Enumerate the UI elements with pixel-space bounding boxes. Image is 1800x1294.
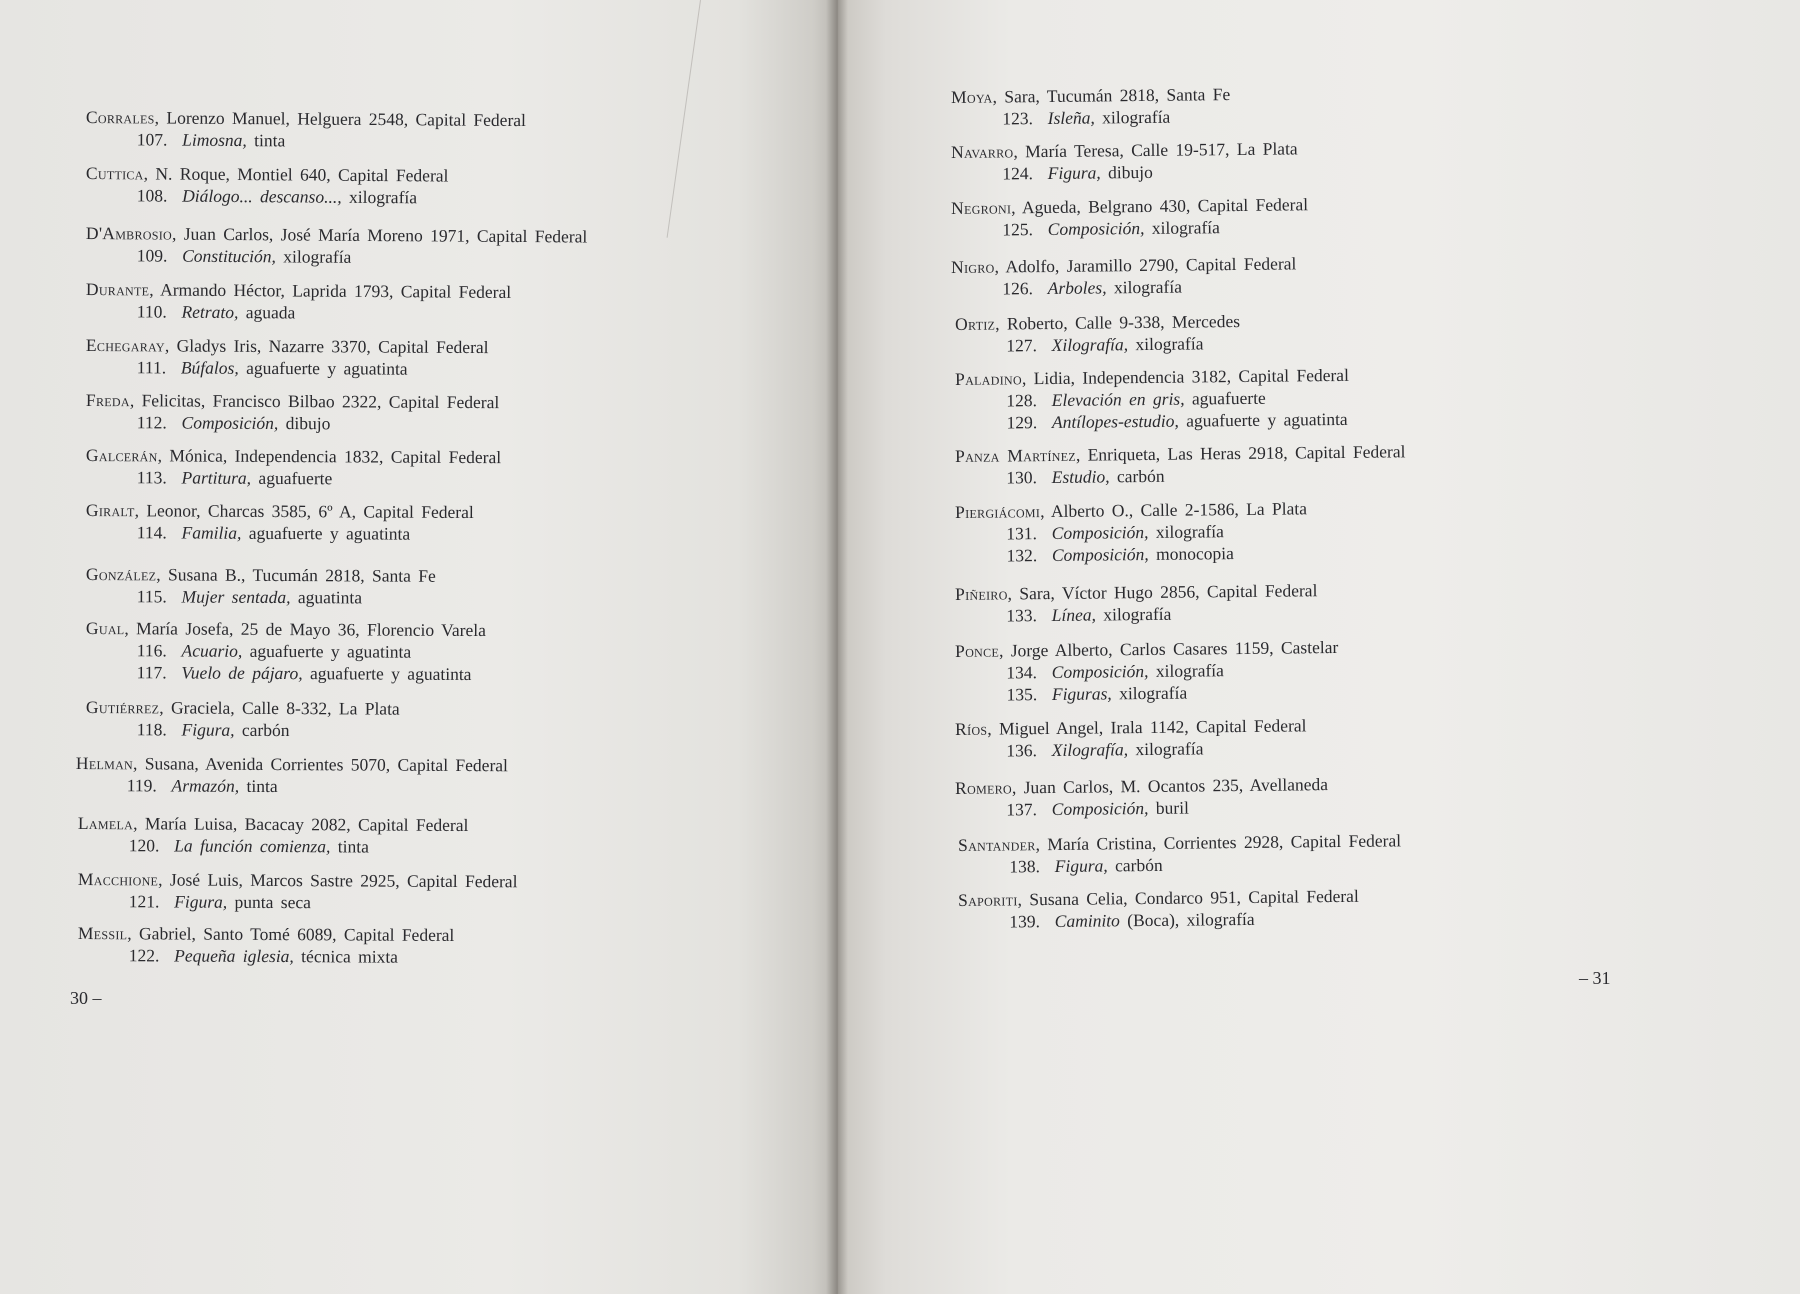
artwork-title: Figura, [1054, 855, 1108, 876]
artwork-number: 135. [1006, 684, 1038, 705]
artwork-medium: xilografía [1111, 682, 1188, 704]
catalog-entry [78, 812, 469, 858]
artist-details: , Graciela, Calle 8-332, La Plata [159, 697, 400, 719]
artist-surname: Giralt [85, 500, 135, 521]
artist-details: , Mónica, Independencia 1832, Capital Federal [157, 445, 502, 468]
artwork-number: 118. [136, 719, 167, 740]
artwork-medium: xilografía [1148, 521, 1224, 542]
catalog-entry [955, 773, 1328, 821]
artist-line [951, 193, 1308, 219]
artwork-medium: carbón [1109, 465, 1165, 487]
artwork-number: 107. [136, 129, 168, 150]
artwork-number: 137. [1006, 799, 1038, 820]
artist-line [76, 752, 508, 776]
artist-details: , Miguel Angel, Irala 1142, Capital Federal [987, 715, 1307, 739]
artist-surname: Nigro [951, 256, 995, 277]
artist-details: , María Josefa, 25 de Mayo 36, Florencio Varela [124, 618, 486, 641]
artist-line [955, 714, 1307, 740]
artwork-title: Familia, [181, 522, 242, 543]
catalog-entry [951, 193, 1308, 241]
artwork-title: Limosna, [182, 129, 247, 151]
artwork-number: 123. [1002, 108, 1034, 129]
catalog-entry [86, 563, 436, 609]
artist-details: , María Cristina, Corrientes 2928, Capital Federal [1035, 830, 1402, 855]
artwork-number: 126. [1002, 278, 1034, 299]
artist-details: , Juan Carlos, José María Moreno 1971, Capital Federal [171, 223, 588, 247]
artwork-line [86, 585, 436, 609]
artwork-number: 119. [126, 775, 157, 796]
artwork-line [86, 639, 486, 663]
artwork-line [86, 184, 449, 209]
artwork-line [951, 159, 1298, 185]
catalog-entry [951, 137, 1298, 185]
artwork-number: 117. [136, 662, 167, 683]
artwork-number: 139. [1009, 911, 1041, 932]
artist-surname: Ríos [955, 718, 988, 739]
catalog-entry [955, 579, 1318, 627]
artwork-line [78, 944, 455, 968]
artist-line [951, 252, 1296, 278]
artwork-number: 131. [1006, 523, 1038, 544]
artist-line [955, 310, 1240, 335]
artwork-line [955, 601, 1317, 627]
artist-line [955, 773, 1328, 799]
artwork-line [951, 215, 1308, 241]
artwork-medium: tinta [239, 775, 278, 797]
artwork-title: Composición, [1051, 660, 1149, 682]
artwork-line [86, 521, 474, 545]
artist-details: , Agueda, Belgrano 430, Capital Federal [1011, 194, 1309, 218]
catalog-entry [951, 83, 1231, 130]
artwork-line [86, 356, 489, 380]
artwork-title: Xilografía, [1051, 739, 1129, 760]
artwork-line [86, 661, 486, 685]
artwork-line [955, 541, 1307, 567]
artwork-line [958, 907, 1359, 933]
artwork-medium: tinta [246, 130, 286, 151]
artist-line [958, 829, 1401, 856]
catalog-entry [955, 714, 1307, 762]
artwork-title: Figuras, [1051, 683, 1112, 704]
artwork-line [78, 890, 518, 914]
artist-line [78, 868, 518, 892]
artist-surname: Romero [955, 777, 1013, 798]
artwork-medium: xilografía [1095, 603, 1172, 625]
artwork-line [86, 300, 511, 325]
artwork-title: Arboles, [1047, 277, 1107, 298]
artwork-medium: aguafuerte y aguatinta [1178, 408, 1348, 431]
artist-surname: Durante [85, 278, 150, 300]
artwork-title: Elevación en gris, [1051, 388, 1185, 410]
artist-surname: Freda [85, 390, 130, 411]
artist-details: , Adolfo, Jaramillo 2790, Capital Federal [994, 253, 1297, 277]
artist-surname: Negroni [951, 197, 1012, 218]
artist-surname: Galcerán [85, 445, 158, 466]
artwork-line [86, 411, 499, 435]
artwork-medium: dibujo [278, 413, 331, 434]
catalog-entry [86, 444, 501, 490]
artist-surname: Ponce [955, 640, 1000, 661]
artwork-title: La función comienza, [174, 835, 331, 857]
artwork-medium: xilografía [1127, 333, 1204, 355]
artist-details: , Armando Héctor, Laprida 1793, Capital Federal [149, 279, 512, 302]
artist-surname: Ortiz [955, 313, 996, 334]
artwork-title: Figura, [174, 891, 228, 912]
artwork-line [958, 851, 1401, 878]
artwork-line [955, 462, 1406, 489]
artwork-medium: monocopia [1148, 543, 1234, 564]
artwork-title: Figura, [1047, 162, 1101, 183]
artist-details: , Jorge Alberto, Carlos Casares 1159, Castelar [998, 636, 1339, 661]
artwork-number: 111. [136, 357, 167, 378]
artwork-medium: xilografía [275, 246, 352, 267]
artwork-number: 115. [136, 586, 167, 607]
artwork-number: 128. [1006, 390, 1038, 411]
catalog-entry [951, 252, 1297, 300]
artwork-line [86, 128, 526, 153]
artist-surname: Macchione [77, 869, 159, 890]
artwork-number: 124. [1002, 163, 1034, 184]
artist-line [951, 83, 1230, 108]
catalog-entry [86, 389, 500, 435]
artist-line [955, 636, 1338, 662]
artist-line [955, 579, 1317, 605]
artist-line [958, 885, 1359, 911]
page-crease [667, 0, 703, 238]
artist-surname: D'Ambrosio [85, 222, 173, 244]
page-number-right: – 31 [1579, 968, 1611, 988]
artwork-title: Composición, [1051, 521, 1149, 543]
artwork-title: Búfalos, [180, 357, 239, 378]
artwork-title: Línea, [1051, 604, 1097, 625]
artwork-title: Pequeña iglesia, [174, 945, 294, 967]
artwork-title: Antílopes-estudio, [1051, 410, 1179, 432]
artist-surname: Saporiti [958, 889, 1018, 910]
artist-surname: Moya [951, 86, 993, 107]
artist-details: , Lidia, Independencia 3182, Capital Federal [1021, 364, 1349, 389]
catalog-entry [955, 497, 1308, 567]
artwork-medium: xilografía [341, 186, 418, 208]
artwork-title: Acuario, [181, 640, 243, 661]
left-page [0, 0, 838, 1294]
artwork-medium: técnica mixta [293, 946, 399, 967]
artwork-medium: aguafuerte y aguatinta [238, 357, 408, 379]
artist-line [78, 922, 455, 946]
catalog-entry [958, 885, 1359, 933]
artwork-line [951, 105, 1230, 130]
artist-details: , Roberto, Calle 9-338, Mercedes [995, 311, 1241, 334]
artist-line [86, 389, 499, 413]
catalog-entry [86, 499, 474, 545]
artist-surname: González [85, 564, 157, 585]
catalog-entry [955, 440, 1406, 489]
page-number-left: 30 – [70, 988, 102, 1008]
artwork-number: 130. [1006, 467, 1038, 488]
book-gutter [826, 0, 848, 1294]
catalog-entry [86, 278, 512, 325]
artist-details: , Gladys Iris, Nazarre 3370, Capital Federal [164, 335, 489, 358]
artist-line [86, 499, 474, 523]
artwork-number: 121. [128, 891, 160, 912]
artist-line [86, 617, 486, 641]
artist-surname: Cuttica [85, 162, 144, 184]
artwork-number: 132. [1006, 545, 1038, 566]
artist-surname: Corrales [85, 106, 155, 128]
artwork-medium: xilografía [1127, 738, 1204, 760]
artwork-medium: aguatinta [290, 587, 363, 608]
artwork-medium: aguafuerte [1184, 387, 1266, 409]
artwork-title: Isleña, [1047, 107, 1095, 128]
artist-details: , Susana B., Tucumán 2818, Santa Fe [156, 564, 436, 586]
artist-surname: Panza Martínez [955, 444, 1077, 466]
artwork-medium: aguafuerte y aguatinta [242, 640, 412, 662]
catalog-entry [86, 617, 486, 685]
artwork-line [955, 408, 1349, 434]
artist-line [78, 812, 469, 836]
artist-surname: Helman [75, 753, 134, 774]
artwork-number: 114. [136, 522, 167, 543]
artwork-line [76, 774, 508, 798]
artist-surname: Piergiácomi [955, 501, 1041, 522]
artwork-medium: aguafuerte y aguatinta [241, 522, 411, 544]
artist-surname: Gutiérrez [85, 697, 160, 718]
artwork-medium: carbón [234, 719, 290, 741]
artist-surname: Echegaray [85, 335, 165, 356]
artwork-title: Mujer sentada, [181, 586, 291, 608]
artist-line [955, 364, 1349, 390]
artwork-medium: dibujo [1100, 161, 1153, 183]
artist-details: , María Teresa, Calle 19-517, La Plata [1013, 138, 1298, 162]
artist-surname: Lamela [77, 813, 134, 834]
artwork-medium: aguada [238, 302, 296, 323]
artwork-number: 134. [1006, 662, 1038, 683]
artwork-title: Partitura, [181, 467, 252, 488]
catalog-entry [86, 696, 400, 742]
artist-details: , Felicitas, Francisco Bilbao 2322, Capital Federal [129, 390, 500, 413]
artist-line [86, 444, 501, 468]
artist-details: , Gabriel, Santo Tomé 6089, Capital Federal [127, 923, 455, 945]
catalog-entry [78, 922, 455, 968]
artwork-line [86, 244, 588, 269]
artist-surname: Messil [77, 923, 128, 944]
artwork-medium: aguafuerte y aguatinta [302, 663, 472, 685]
catalog-entry [86, 106, 526, 153]
artist-surname: Piñeiro [955, 583, 1008, 604]
artist-line [86, 696, 400, 720]
artwork-title: Constitución, [182, 245, 277, 267]
catalog-entry [78, 868, 518, 914]
artwork-title: Retrato, [181, 301, 239, 323]
artwork-number: 110. [136, 301, 167, 322]
catalog-entry [958, 829, 1401, 878]
artwork-line [78, 834, 469, 858]
artwork-line [86, 466, 501, 490]
artwork-number: 122. [128, 945, 160, 966]
catalog-entry [86, 162, 449, 209]
artwork-line [951, 274, 1296, 300]
artist-line [86, 162, 449, 187]
artist-details: , Leonor, Charcas 3585, 6º A, Capital Federal [134, 500, 474, 523]
artwork-line [955, 332, 1240, 357]
artist-surname: Navarro [951, 141, 1014, 162]
artist-line [86, 278, 511, 303]
artwork-title: Vuelo de pájaro, [181, 662, 303, 684]
artwork-medium: (Boca), xilografía [1119, 908, 1255, 931]
artwork-line [955, 736, 1307, 762]
artwork-medium: xilografía [1106, 276, 1183, 298]
artwork-medium: punta seca [227, 891, 312, 913]
artist-details: , Lorenzo Manuel, Helguera 2548, Capital Federal [154, 107, 527, 131]
artist-surname: Santander [958, 834, 1036, 855]
artwork-line [955, 795, 1328, 821]
artwork-title: Composición, [181, 412, 279, 434]
artwork-number: 120. [128, 835, 160, 856]
catalog-entry [955, 636, 1339, 706]
artwork-medium: xilografía [1148, 660, 1224, 681]
artist-line [86, 334, 489, 358]
artwork-medium: xilografía [1094, 106, 1171, 128]
artwork-title: Diálogo... descanso..., [182, 185, 342, 207]
artist-line [86, 106, 526, 131]
artist-details: , Susana Celia, Condarco 951, Capital Federal [1017, 885, 1359, 910]
artwork-medium: aguafuerte [251, 467, 333, 489]
artwork-number: 113. [136, 467, 167, 488]
artwork-title: Composición, [1051, 797, 1149, 819]
artwork-medium: tinta [330, 836, 369, 857]
artwork-medium: carbón [1107, 854, 1163, 876]
artist-line [86, 563, 436, 587]
artwork-line [955, 680, 1338, 706]
artwork-line [86, 718, 400, 742]
artist-surname: Paladino [955, 368, 1023, 389]
catalog-entry [955, 364, 1349, 434]
artwork-medium: xilografía [1144, 217, 1220, 238]
artwork-number: 108. [136, 185, 168, 206]
artwork-number: 138. [1009, 856, 1041, 877]
artwork-number: 112. [136, 412, 167, 433]
artwork-title: Composición, [1047, 217, 1145, 239]
artwork-number: 125. [1002, 219, 1034, 240]
artwork-title: Composición, [1051, 543, 1149, 565]
artist-line [955, 497, 1307, 523]
artist-details: , N. Roque, Montiel 640, Capital Federal [143, 163, 449, 186]
artist-surname: Gual [85, 618, 125, 639]
artist-details: , José Luis, Marcos Sastre 2925, Capital Federal [158, 869, 518, 892]
artist-details: , María Luisa, Bacacay 2082, Capital Federal [133, 813, 469, 836]
artist-details: , Susana, Avenida Corrientes 5070, Capital Federal [132, 753, 508, 776]
catalog-entry [86, 222, 588, 269]
artwork-number: 129. [1006, 412, 1038, 433]
artwork-title: Figura, [181, 719, 235, 740]
artwork-title: Xilografía, [1051, 334, 1129, 355]
artist-line [951, 137, 1298, 163]
artist-details: , Alberto O., Calle 2-1586, La Plata [1040, 498, 1308, 522]
artwork-title: Caminito [1054, 910, 1120, 931]
artist-details: , Sara, Víctor Hugo 2856, Capital Federal [1007, 580, 1318, 604]
artwork-medium: buril [1148, 797, 1189, 818]
catalog-entry [955, 310, 1240, 357]
artwork-number: 133. [1006, 605, 1038, 626]
artist-details: , Sara, Tucumán 2818, Santa Fe [992, 84, 1231, 107]
artwork-title: Armazón, [171, 775, 240, 796]
artwork-number: 127. [1006, 335, 1038, 356]
artwork-title: Estudio, [1051, 466, 1110, 487]
artist-details: , Juan Carlos, M. Ocantos 235, Avellaneda [1011, 774, 1329, 798]
artwork-number: 136. [1006, 740, 1038, 761]
artwork-number: 116. [136, 640, 167, 661]
right-page [838, 0, 1800, 1294]
artist-details: , Enriqueta, Las Heras 2918, Capital Federal [1075, 441, 1406, 465]
artist-line [955, 440, 1406, 467]
catalog-entry [76, 752, 508, 798]
artwork-number: 109. [136, 245, 168, 266]
catalog-entry [86, 334, 489, 380]
